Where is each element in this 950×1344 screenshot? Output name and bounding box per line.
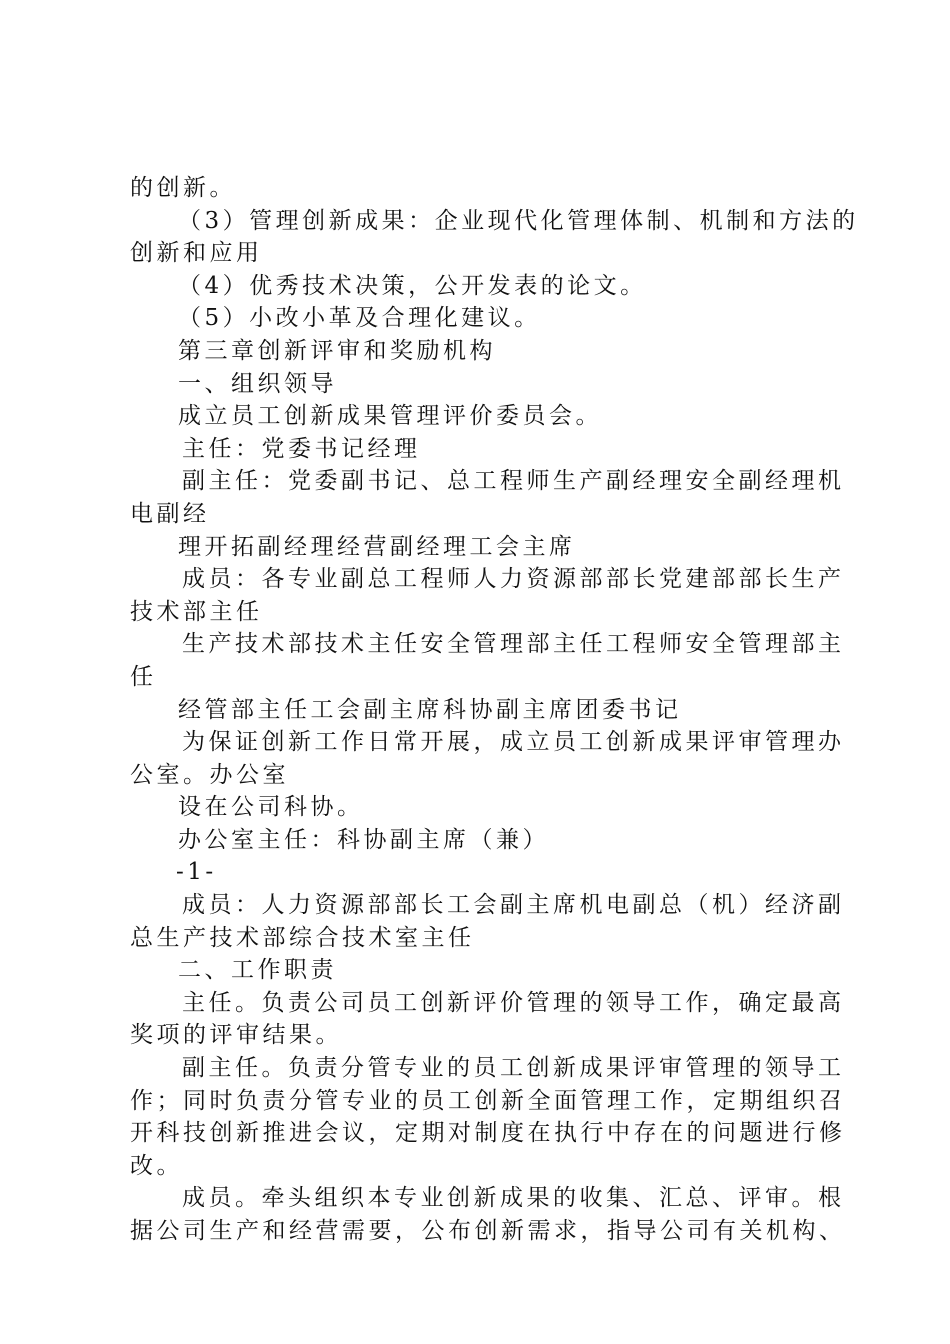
paragraph-line: 生产技术部技术主任安全管理部主任工程师安全管理部主: [182, 631, 845, 658]
text-line: 开科技创新推进会议，定期对制度在执行中存在的问题进行修: [130, 1120, 846, 1147]
text-line: 作；同时负责分管专业的员工创新全面管理工作，定期组织召: [130, 1087, 846, 1114]
paragraph-line: 理开拓副经理经营副经理工会主席: [178, 533, 576, 560]
paragraph-line: 成员：各专业副总工程师人力资源部部长党建部部长生产: [182, 566, 845, 593]
paragraph-line: 副主任。负责分管专业的员工创新成果评审管理的领导工: [182, 1055, 845, 1082]
chapter-heading: 第三章创新评审和奖励机构: [178, 337, 496, 364]
section-heading: 一、组织领导: [178, 370, 337, 397]
paragraph-line: 设在公司科协。: [178, 794, 364, 821]
section-heading: 二、工作职责: [178, 957, 337, 984]
paragraph-line: 成员。牵头组织本专业创新成果的收集、汇总、评审。根: [182, 1185, 845, 1212]
text-line: 改。: [130, 1152, 183, 1179]
text-line: 的创新。: [130, 175, 236, 201]
paragraph-line: 办公室主任：科协副主席（兼）: [178, 826, 549, 853]
paragraph-line: 成立员工创新成果管理评价委员会。: [178, 403, 602, 430]
list-item-3: （3）管理创新成果：企业现代化管理体制、机制和方法的: [178, 207, 859, 234]
text-line: 总生产技术部综合技术室主任: [130, 924, 475, 951]
document-body: [130, 172, 859, 1248]
text-line: 任: [130, 663, 157, 690]
paragraph-line: 副主任：党委副书记、总工程师生产副经理安全副经理机: [182, 468, 845, 495]
list-item-4: （4）优秀技术决策，公开发表的论文。: [178, 272, 647, 299]
paragraph-line: 成员：人力资源部部长工会副主席机电副总（机）经济副: [182, 892, 845, 919]
paragraph-line: 主任。负责公司员工创新评价管理的领导工作，确定最高: [182, 989, 845, 1016]
text-line: 创新和应用: [130, 240, 263, 267]
text-line: 电副经: [130, 500, 210, 527]
paragraph-line: 为保证创新工作日常开展，成立员工创新成果评审管理办: [182, 729, 845, 756]
text-line: 公室。办公室: [130, 761, 289, 788]
page-number: -1-: [176, 859, 217, 886]
text-line: 奖项的评审结果。: [130, 1022, 342, 1049]
paragraph-line: 经管部主任工会副主席科协副主席团委书记: [178, 696, 682, 723]
text-line: 据公司生产和经营需要，公布创新需求，指导公司有关机构、: [130, 1218, 846, 1244]
list-item-5: （5）小改小革及合理化建议。: [178, 305, 541, 332]
text-line: 技术部主任: [130, 598, 263, 625]
paragraph-line: 主任：党委书记经理: [182, 435, 421, 462]
